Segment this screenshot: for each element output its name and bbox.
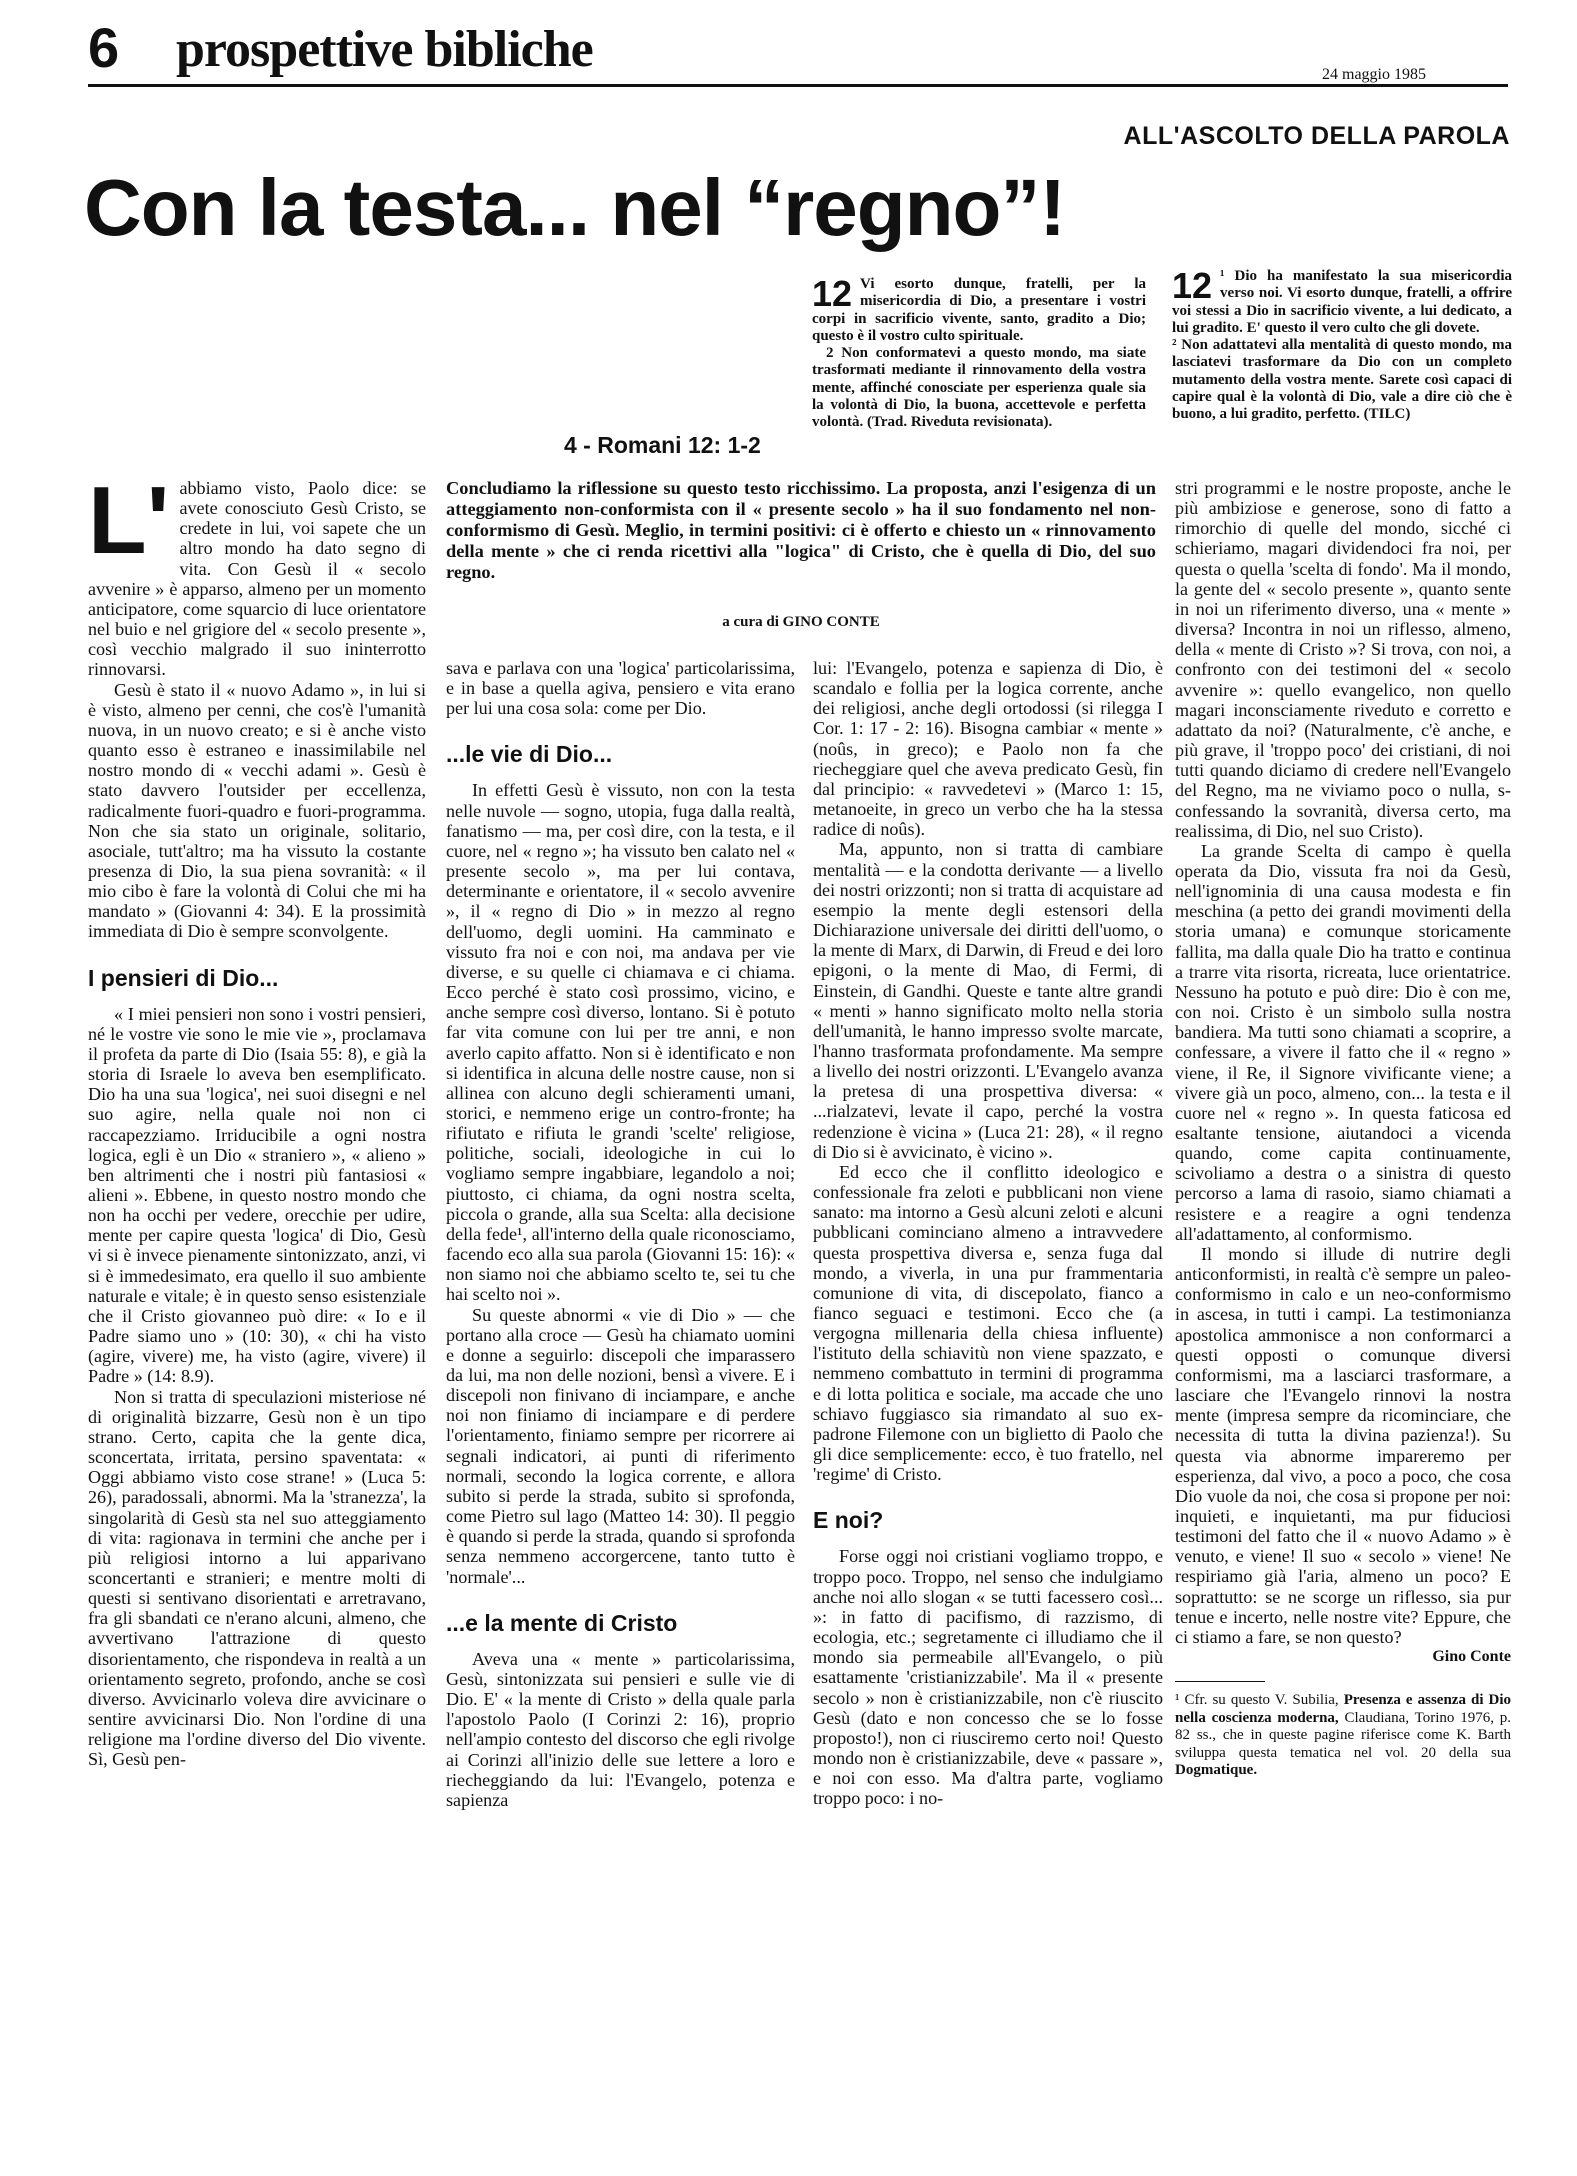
footnote-text: Claudiana, Torino 1976, p. 82 ss., che in queste pagine riferisce come K. Barth sviluppa questa tematica nel vol. 20 della sua [1175, 1709, 1511, 1761]
paragraph: Il mondo si illude di nutrire degli anticonformisti, in realtà c'è sempre un paleo-conformismo in calo e un neo-conformismo in ascesa, in tutti i campi. La testimonianza apostolica ammonisce a non conformarci a questi opposti o comunque diversi conformismi, ma a lasciarci trasformare, a lasciare che l'Evangelo rinnovi la nostra mente (impresa sempre da ricominciare, che necessita di tutta la divina pazienza!). Su questa via abnorme impareremo per esperienza, dal vivo, a poco a poco, che cosa Dio vuole da noi, che cosa si propone per noi: inquieti, e inquietanti, ma pur fiduciosi testimoni del fatto che il « nuovo Adamo » è venuto, e viene! Il suo « secolo » viene! Ne respiriamo già l'aria, almeno un poco? E soprattutto: se ne scorge un riflesso, sia pur tenue e incerto, nelle nostre vite? Eppure, che ci stiamo a fare, se non questo? [1175, 1243, 1511, 1647]
footnote-book-title: Dogmatique. [1175, 1762, 1258, 1779]
paragraph: Ed ecco che il conflitto ideologico e confessionale fra zeloti e pubblicani non viene sanato: ma intorno a Gesù alcuni zeloti e alcuni pubblicani cominciano almeno a intravvedere questa prospettiva diversa e, senza fuga dal mondo, a viverla, in una pur frammentaria comunione di vita, di discepolato, fianco a fianco seguaci e testimoni. Ecco che (a vergogna millenaria della chiesa influente) l'istituto della schiavitù non viene spazzato, e nemmeno combattuto in termini di programma e di lotta politica e sociale, ma accade che uno schiavo fuggiasco sia rimandato al suo ex-padrone Filemone con un biglietto di Paolo che gli dice semplicemente: ecco, è tuo fratello, nel 'regime' di Cristo. [813, 1161, 1163, 1485]
scripture-box-riveduta [812, 273, 1146, 432]
verse-2: 2 Non conformatevi a questo mondo, ma siate trasformati mediante il rinnovamento della vostra mente, affinché conosciate per esperienza quale sia la volontà di Dio, la buona, accettevole e perfetta volontà. (Trad. Riveduta revisionata). [812, 345, 1146, 431]
byline: a cura di GINO CONTE [722, 614, 880, 630]
scripture-reference: 4 - Romani 12: 1-2 [564, 432, 761, 458]
paragraph: Gesù è stato il « nuovo Adamo », in lui si è visto, almeno per cenni, che cos'è l'umanità nuova, in un nuovo creato; e si è anche visto quanto esso è estraneo e inassimilabile nel nostro mondo di « vecchi adami ». Gesù è stato davvero l'outsider per eccellenza, radicalmente fuori-quadro e fuori-programma. Non che sia stato un originale, solitario, asociale, tutt'altro; ma ha vissuto la costante presenza di Dio, la sua piena sovranità: « il mio cibo è fare la volontà di Colui che mi ha mandato » (Giovanni 4: 34). E la prossimità immediata di Dio è sempre sconvolgente. [88, 679, 426, 942]
paragraph: Forse oggi noi cristiani vogliamo troppo, e troppo poco. Troppo, nel senso che indulgiamo anche noi allo slogan « se tutti facessero così... »: in fatto di pacifismo, di razzismo, di ecologia, etc.; segretamente ci illudiamo che il mondo sia permeabile all'Evangelo, o più esattamente 'cristianizzabile'. Ma il « presente secolo » non è cristianizzabile, non c'è riuscito Gesù (dato e non concesso che se lo fosse proposto!), non ci riusciremo certo noi! Questo mondo non è cristianizzabile, deve « passare », e noi con esso. Ma d'altra parte, vogliamo troppo poco: i no- [813, 1546, 1163, 1809]
section-heading: ...le vie di Dio... [446, 741, 613, 768]
scripture-box-tilc [1172, 265, 1512, 424]
verse-2: ² Non adattatevi alla mentalità di questo mondo, ma lasciatevi trasformare da Dio con un completo mutamento della vostra mente. Sarete così capaci di capire qual è la volontà di Dio, vale a dire ciò che è buono, a lui gradito, perfetto. (TILC) [1172, 337, 1512, 423]
section-name: prospettive bibliche [176, 21, 593, 78]
article-column-1 [88, 467, 426, 1770]
paragraph: La grande Scelta di campo è quella operata da Dio, vissuta fra noi da Gesù, nell'ignominia di una causa modesta e fin meschina (a petto dei grandi movimenti della storia umana) e comunque storicamente fallita, ma dalla quale Dio ha tratto e continua a trarre vita risorta, ricreata, luce orientatrice. Nessuno ha potuto e può dire: Dio è con me, con noi. Cristo è un simbolo sulla nostra bandiera. Ma tutti sono chiamati a scoprire, a confessare, a vivere il fatto che il « regno » viene, il Re, il Signore vivificante viene; a vivere già un poco, almeno, con... la testa e il cuore nel « regno ». In questa faticosa ed esaltante tensione, aiutandoci a vicenda quando, come capita continuamente, scivoliamo a destra o a sinistra di questo percorso a lama di rasoio, siamo chiamati a resistere e a reagire a ogni tendenza all'adattamento, al conformismo. [1175, 840, 1511, 1244]
publication-date: 24 maggio 1985 [1322, 66, 1426, 83]
paragraph: « I miei pensieri non sono i vostri pensieri, né le vostre vie sono le mie vie », proclamava il profeta da parte di Dio (Isaia 55: 8), e già la storia di Israele lo aveva ben esemplificato. Dio ha una sua 'logica', nei suoi disegni e nel suo agire, nella quale noi non ci raccapezziamo. Irriducibile a ogni nostra logica, egli è un Dio « straniero », « alieno » ben altrimenti che i nostri più fantasiosi « alieni ». Ebbene, in questo nostro mondo che non ha occhi per vedere, orecchie per udire, mente per capire questa 'logica' di Dio, Gesù vi si è invece pienamente sintonizzato, anzi, vi si è immedesimato, era quello il suo ambiente naturale e vitale; è in questo senso esistenziale che il Cristo giovanneo può dire: « Io e il Padre siamo uno » (10: 30), « chi ha visto (agire, vivere) me, ha visto (agire, vivere) il Padre » (14: 8.9). [88, 1003, 426, 1387]
paragraph: lui: l'Evangelo, potenza e sapienza di Dio, è scandalo e follia per la logica corrente, anche dei religiosi, anche degli ortodossi (si rilegga I Cor. 1: 17 - 2: 16). Bisogna cambiar « mente » (noûs, in greco); e Paolo non fa che riecheggiare quel che aveva predicato Gesù, fin dal principio: « ravvedetevi » (Marco 1: 15, metanoeite, in greco un verbo che ha la stessa radice di noûs). [813, 658, 1163, 840]
author-signature: Gino Conte [1432, 1648, 1511, 1666]
footnote-rule [1175, 1681, 1265, 1682]
paragraph: Ma, appunto, non si tratta di cambiare mentalità — e la condotta derivante — a livello dei nostri orizzonti; non si tratta di acquistare ad esempio la mente degli estensori della Dichiarazione universale dei diritti dell'uomo, o la mente di Marx, di Darwin, di Freud e dei loro epigoni, o la mente di Mao, di Fermi, di Einstein, di Gandhi. Queste e tante altre grandi « menti » hanno significato molto nella storia dell'umanità, le hanno impresso svolte marcate, l'hanno trasformata profondamente. Ma sempre a livello dei nostri orizzonti. L'Evangelo avanza la pretesa di una prospettiva diversa: « ...rialzatevi, levate il capo, perché la vostra redenzione è vicina » (Luca 21: 28), « il regno di Dio si è avvicinato, è vicino ». [813, 839, 1163, 1162]
verse-1: Vi esorto dunque, fratelli, per la misericordia di Dio, a presentare i vostri corpi in sacrificio vivente, santo, gradito a Dio; questo è il vostro culto spirituale. [812, 276, 1146, 344]
section-heading: E noi? [813, 1507, 884, 1534]
article-column-4 [1175, 478, 1511, 1780]
headline: Con la testa... nel “regno”! [84, 163, 1066, 252]
section-heading: ...e la mente di Cristo [446, 1609, 678, 1636]
section-heading: I pensieri di Dio... [88, 964, 279, 991]
rubric: ALL'ASCOLTO DELLA PAROLA [1123, 122, 1510, 150]
footnote [1175, 1692, 1511, 1780]
paragraph: sava e parlava con una 'logica' particolarissima, e in base a quella agiva, pensiero e vita erano per lui una cosa sola: come per Dio. [446, 658, 795, 719]
paragraph: Aveva una « mente » particolarissima, Gesù, sintonizzata sui pensieri e sulle vie di Dio. E' « la mente di Cristo » della quale parla l'apostolo Paolo (I Corinzi 2: 16), proprio nell'ampio contesto del discorso che egli rivolge ai Corinzi all'inizio delle sue lettere a loro e riecheggiando da lui: l'Evangelo, potenza e sapienza [446, 1648, 795, 1810]
drop-cap: L' [88, 467, 170, 574]
paragraph: stri programmi e le nostre proposte, anche le più ambiziose e generose, sono di fatto a rimorchio di quelle del mondo, sicché ci schieriamo, magari dividendoci fra noi, per questa o quella 'scelta di fondo'. Ma il mondo, la gente del « secolo presente », quanto sente in noi un riferimento diverso, una « mente » diversa? Incontra in noi un riflesso, almeno, della « mente di Cristo »? Si trova, con noi, a confronto con dei testimoni del « secolo avvenire »: quello evangelico, non quello magari inconsciamente riveduto e corretto e adattato da noi? (Naturalmente, c'è anche, e più grave, il 'troppo poco' dei cristiani, di noi tutti quando diciamo di credere nell'Evangelo del Regno, ma ne viviamo poco o nulla, s-confessando la sovranità, diversa certo, ma realissima, di Dio, nel suo Cristo). [1175, 478, 1511, 841]
paragraph: In effetti Gesù è vissuto, non con la testa nelle nuvole — sogno, utopia, fuga dalla realtà, fanatismo — ma, per così dire, con la testa, e il cuore, nel « regno »; ha vissuto ben calato nel « presente secolo », ma per lui contava, determinante e orientatore, il « secolo avvenire », il « regno di Dio » in mezzo al regno dell'uomo, degli uomini. Ha camminato e vissuto fra noi e con noi, ma andava per vie diverse, e su quelle ci chiamava e ci chiama. Ecco perché è stato così prossimo, vicino, e anche sempre così diverso, lontano. Si è potuto far vita comune con lui per tre anni, e non averlo capito affatto. Non si è identificato e non si identifica in alcuna delle nostre cause, non si allinea con alcuno degli schieramenti umani, storici, e nemmeno erige un contro-fronte; ha rifiutato e rifiuta le grandi 'scelte' religiose, politiche, sociali, ideologiche in cui lo vogliamo sempre ingabbiare, legandolo a noi; piuttosto, ci chiama, da ogni nostra scelta, piccola o grande, alla sua Scelta: alla decisione della fede¹, all'interno della quale riconosciamo, facendo eco alla sua parola (Giovanni 15: 16): « non siamo noi che abbiamo scelto te, sei tu che hai scelto noi ». [446, 780, 795, 1305]
paragraph: Non si tratta di speculazioni misteriose né di originalità bizzarre, Gesù non è un tipo strano. Certo, capita che la gente dica, sconcertata, irritata, persino spaventata: « Oggi abbiamo visto cose strane! » (Luca 5: 26), paradossali, abnormi. Ma la 'stranezza', la singolarità di Gesù sta nel suo atteggiamento di vita: ragionava in termini che anche per i più religiosi intorno a lui apparivano sconcertanti e stranieri; e mentre molti di questi si sentivano disorientati e arretravano, fra gli sbandati ce n'erano alcuni, almeno, che avvertivano l'attrazione di questo disorientamento, che rispondeva in realtà a un orientamento segreto, profondo, anche se così diverso. Avvicinarlo voleva dire avvicinare o sentire avvicinarsi Dio. Non l'ordine di una religione ma l'ordine diverso del Dio vivente. Sì, Gesù pen- [88, 1386, 426, 1770]
header-rule [88, 84, 1508, 87]
chapter-number: 12 [1172, 265, 1213, 306]
article-column-2 [446, 658, 795, 1810]
paragraph: Su queste abnormi « vie di Dio » — che portano alla croce — Gesù ha chiamato uomini e donne a seguirlo: discepoli che imparassero da lui, ma non delle nozioni, bensì a vivere. E i discepoli non finivano di inciampare, e anche noi non finiamo di inciampare e di perdere l'orientamento, finiamo sempre per ricorrere ai segnali indicatori, ai punti di riferimento normali, secondo la logica corrente, e allora subito si perde la strada, subito si sprofonda, come Pietro sul lago (Matteo 14: 30). Il peggio è quando si perde la strada, quando si sprofonda senza nemmeno accorgercene, tanto tutto è 'normale'... [446, 1304, 795, 1587]
footnote-book-title: Presenza e assenza di Dio nella coscienza moderna, [1175, 1692, 1512, 1726]
page-number: 6 [88, 16, 120, 79]
footnote-text: ¹ Cfr. su questo V. Subilia, [1175, 1692, 1339, 1709]
chapter-number: 12 [812, 273, 853, 314]
article-column-3 [813, 658, 1163, 1808]
paragraph: abbiamo visto, Paolo dice: se avete conosciuto Gesù Cristo, se credete in lui, voi sapete che un altro mondo ha dato segno di vita. Con Gesù il « secolo avvenire » è apparso, almeno per un momento anticipatore, come squarcio di luce orientatore nel buio e nel grigiore del « secolo presente », così vecchio malgrado il suo ininterrotto rinnovarsi. [88, 478, 426, 680]
article-intro: Concludiamo la riflessione su questo testo ricchissimo. La proposta, anzi l'esigenza di un atteggiamento non-conformista con il « presente secolo » ha il suo fondamento nel non-conformismo di Gesù. Meglio, in termini positivi: ci è offerto e chiesto un « rinnovamento della mente » che ci renda ricettivi alla "logica" di Cristo, che è quella di Dio, del suo regno. [446, 478, 1156, 582]
verse-1: ¹ Dio ha manifestato la sua misericordia verso noi. Vi esorto dunque, fratelli, a offrire voi stessi a Dio in sacrificio vivente, a lui dedicato, a lui gradito. E' questo il vero culto che gli dovete. [1172, 268, 1512, 336]
